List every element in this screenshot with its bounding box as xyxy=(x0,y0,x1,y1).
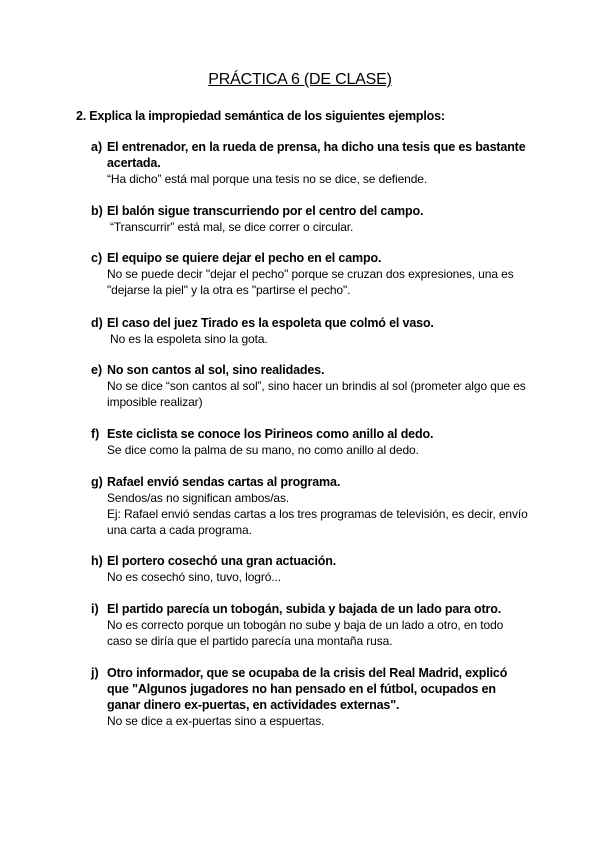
exercise-item-b xyxy=(91,203,531,235)
item-prompt: El caso del juez Tirado es la espoleta que colmó el vaso. xyxy=(107,316,434,330)
item-prompt: Rafael envió sendas cartas al programa. xyxy=(107,475,341,489)
exercise-item-g xyxy=(91,474,531,538)
item-answer: No es correcto porque un tobogán no sube y baja de un lado a otro, en todo caso se diría que el partido parecía una montaña rusa. xyxy=(107,618,504,648)
item-letter: g) xyxy=(91,475,103,489)
exercise-item-h xyxy=(91,553,531,585)
item-answer-example: Ej: Rafael envió sendas cartas a los tres programas de televisión, es decir, envío una carta a cada programa. xyxy=(107,507,528,537)
item-answer: “Transcurrir” está mal, se dice correr o circular. xyxy=(110,220,354,234)
item-prompt: El balón sigue transcurriendo por el centro del campo. xyxy=(107,204,424,218)
item-answer: “Ha dicho” está mal porque una tesis no se dice, se defiende. xyxy=(107,172,428,186)
exercise-item-j xyxy=(91,665,531,729)
exercise-item-c xyxy=(91,250,531,298)
exercise-item-f xyxy=(91,426,531,458)
page-title: PRÁCTICA 6 (DE CLASE) xyxy=(208,71,392,88)
item-prompt: El portero cosechó una gran actuación. xyxy=(107,554,337,568)
exercise-item-i xyxy=(91,601,531,649)
item-letter: h) xyxy=(91,554,103,568)
item-answer: Sendos/as no significan ambos/as. xyxy=(107,491,290,505)
item-prompt: No son cantos al sol, sino realidades. xyxy=(107,363,325,377)
item-answer: No se dice a ex-puertas sino a espuertas. xyxy=(107,714,325,728)
item-answer: Se dice como la palma de su mano, no como anillo al dedo. xyxy=(107,443,419,457)
exercise-item-d xyxy=(91,315,531,347)
item-letter: b) xyxy=(91,204,103,218)
exercise-item-a xyxy=(91,139,531,187)
item-answer: No se dice “son cantos al sol”, sino hacer un brindis al sol (prometer algo que es imposible realizar) xyxy=(107,379,526,409)
item-letter: a) xyxy=(91,140,103,154)
item-letter: i) xyxy=(91,602,99,616)
item-letter: e) xyxy=(91,363,103,377)
item-prompt: El partido parecía un tobogán, subida y bajada de un lado para otro. xyxy=(107,602,502,616)
item-answer: No es cosechó sino, tuvo, logró... xyxy=(107,570,282,584)
item-letter: f) xyxy=(91,427,100,441)
item-prompt: El entrenador, en la rueda de prensa, ha dicho una tesis que es bastante acertada. xyxy=(107,140,526,170)
item-prompt: El equipo se quiere dejar el pecho en el campo. xyxy=(107,251,382,265)
item-answer: No es la espoleta sino la gota. xyxy=(110,332,268,346)
item-prompt: Otro informador, que se ocupaba de la crisis del Real Madrid, explicó que "Algunos jugadores no han pensado en el fútbol, ocupados en ganar dinero ex-puertas, en actividades externas". xyxy=(107,666,508,712)
item-letter: j) xyxy=(91,666,99,680)
item-answer: No se puede decir "dejar el pecho" porque se cruzan dos expresiones, una es "dejarse la piel" y la otra es "partirse el pecho". xyxy=(107,267,514,297)
exercise-item-e xyxy=(91,362,531,410)
item-prompt: Este ciclista se conoce los Pirineos como anillo al dedo. xyxy=(107,427,434,441)
question-heading: 2. Explica la impropiedad semántica de los siguientes ejemplos: xyxy=(76,109,445,123)
item-letter: c) xyxy=(91,251,103,265)
item-letter: d) xyxy=(91,316,103,330)
